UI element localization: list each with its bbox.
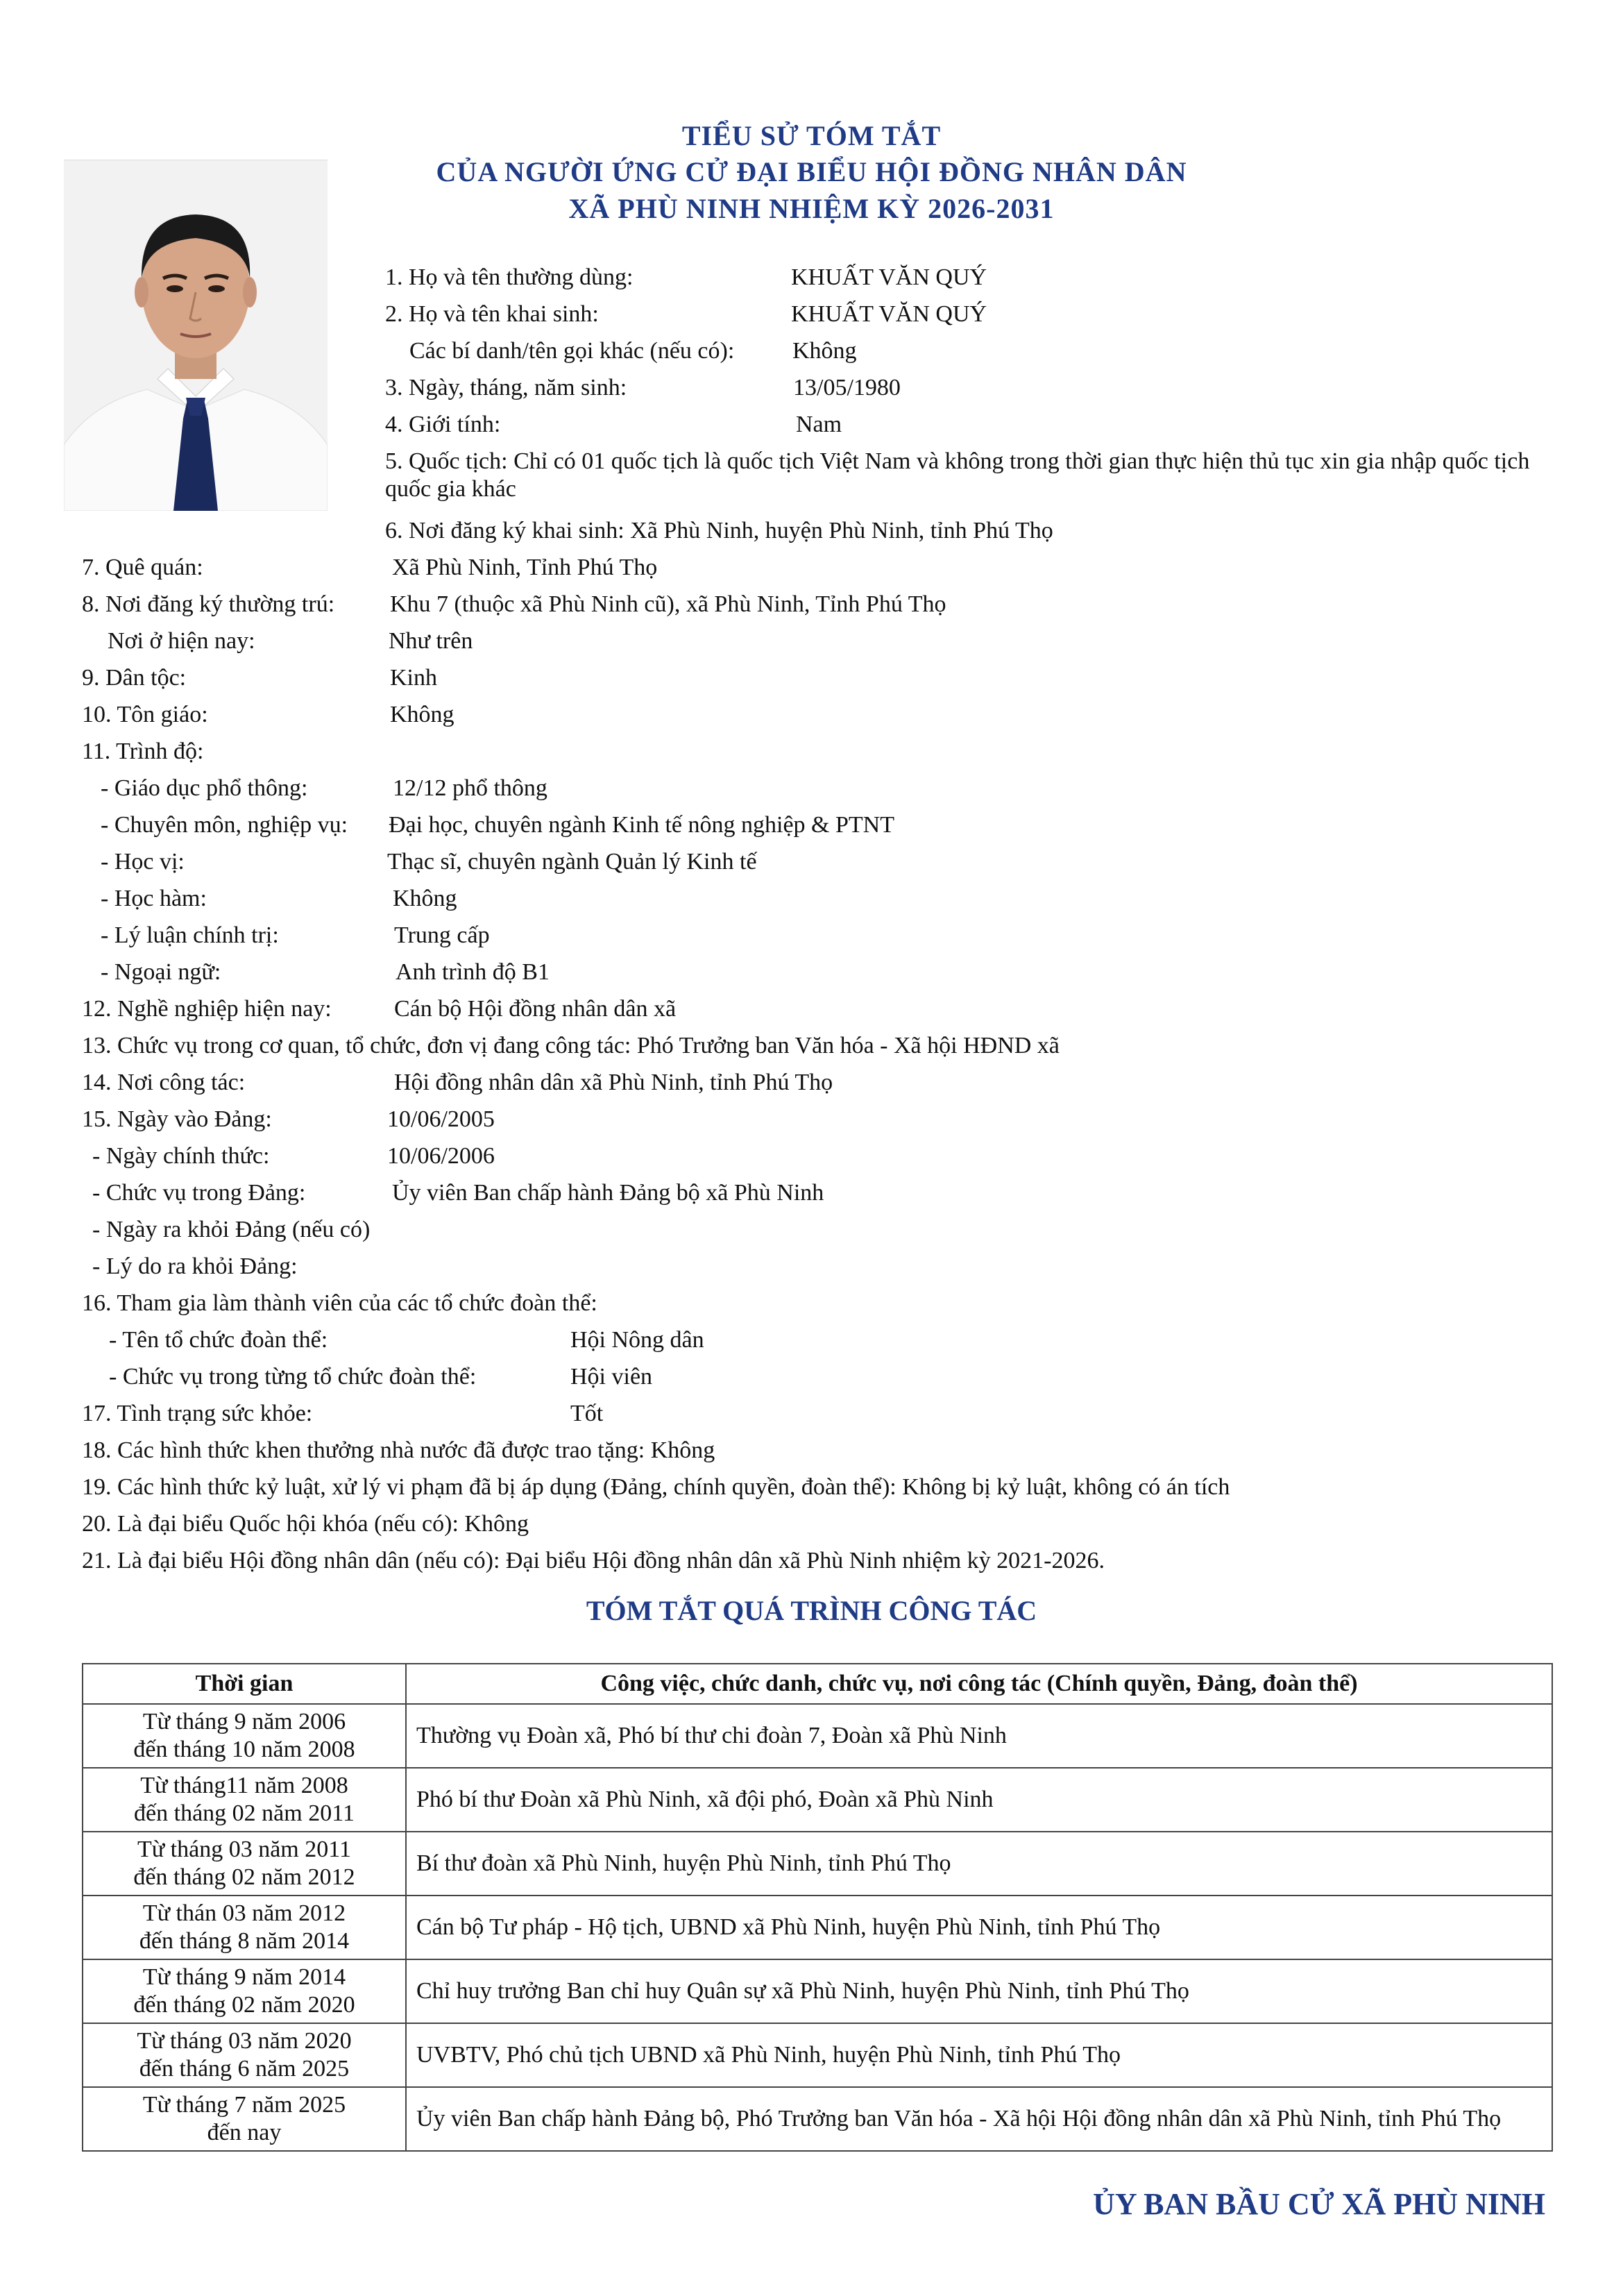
field-national-assembly: 20. Là đại biểu Quốc hội khóa (nếu có): Không bbox=[82, 1511, 529, 1537]
time-cell: Từ tháng 03 năm 2011 đến tháng 02 năm 2012 bbox=[83, 1832, 406, 1896]
field-position: 13. Chức vụ trong cơ quan, tổ chức, đơn vị đang công tác: Phó Trưởng ban Văn hóa - Xã hội HĐND xã bbox=[82, 1033, 1060, 1058]
field-education: 11. Trình độ: bbox=[82, 738, 204, 764]
time-cell: Từ tháng 9 năm 2014 đến tháng 02 năm 2020 bbox=[83, 1959, 406, 2023]
field-full-name-value: KHUẤT VĂN QUÝ bbox=[791, 264, 987, 290]
table-row bbox=[83, 2087, 1552, 2151]
time-cell: Từ tháng 7 năm 2025 đến nay bbox=[83, 2087, 406, 2151]
doc-title: TIỂU SỬ TÓM TẮT bbox=[681, 120, 942, 151]
table-header-row bbox=[83, 1664, 1552, 1704]
field-party-leave-reason: - Lý do ra khỏi Đảng: bbox=[92, 1253, 298, 1279]
time-cell: Từ tháng11 năm 2008 đến tháng 02 năm 2011 bbox=[83, 1768, 406, 1832]
time-cell: Từ tháng 03 năm 2020 đến tháng 6 năm 2025 bbox=[83, 2023, 406, 2087]
doc-term: XÃ PHÙ NINH NHIỆM KỲ 2026-2031 bbox=[568, 193, 1055, 224]
work-history-title: TÓM TẮT QUÁ TRÌNH CÔNG TÁC bbox=[586, 1595, 1037, 1626]
work-history-table bbox=[82, 1663, 1553, 2152]
candidate-photo bbox=[64, 160, 328, 511]
field-awards: 18. Các hình thức khen thưởng nhà nước đã được trao tặng: Không bbox=[82, 1437, 715, 1463]
field-birth-date-value: 13/05/1980 bbox=[793, 375, 901, 400]
field-nationality: 5. Quốc tịch: Chỉ có 01 quốc tịch là quốc tịch Việt Nam và không trong thời gian thực hiện thủ tục xin gia nhập quốc tịch quốc gia khác bbox=[385, 448, 1530, 502]
desc-cell: Cán bộ Tư pháp - Hộ tịch, UBND xã Phù Ninh, huyện Phù Ninh, tỉnh Phú Thọ bbox=[406, 1896, 1552, 1959]
table-row bbox=[83, 1768, 1552, 1832]
desc-cell: Chỉ huy trưởng Ban chỉ huy Quân sự xã Phù Ninh, huyện Phù Ninh, tỉnh Phú Thọ bbox=[406, 1959, 1552, 2023]
field-organizations: 16. Tham gia làm thành viên của các tổ chức đoàn thể: bbox=[82, 1290, 597, 1316]
table-row bbox=[83, 1959, 1552, 2023]
table-row bbox=[83, 1832, 1552, 1896]
desc-cell: Phó bí thư Đoàn xã Phù Ninh, xã đội phó, Đoàn xã Phù Ninh bbox=[406, 1768, 1552, 1832]
field-aliases-value: Không bbox=[792, 338, 857, 364]
field-council-delegate: 21. Là đại biểu Hội đồng nhân dân (nếu có): Đại biểu Hội đồng nhân dân xã Phù Ninh nhiệm kỳ 2021-2026. bbox=[82, 1548, 1105, 1573]
col-time-header: Thời gian bbox=[83, 1664, 406, 1704]
field-discipline: 19. Các hình thức kỷ luật, xử lý vi phạm đã bị áp dụng (Đảng, chính quyền, đoàn thể): Không bị kỷ luật, không có án tích bbox=[82, 1474, 1230, 1500]
field-birth-name-value: KHUẤT VĂN QUÝ bbox=[791, 301, 987, 327]
field-party-leave-date: - Ngày ra khỏi Đảng (nếu có) bbox=[92, 1217, 371, 1242]
time-cell: Từ thán 03 năm 2012 đến tháng 8 năm 2014 bbox=[83, 1896, 406, 1959]
table-row bbox=[83, 1896, 1552, 1959]
table-row bbox=[83, 1704, 1552, 1768]
col-desc-header: Công việc, chức danh, chức vụ, nơi công tác (Chính quyền, Đảng, đoàn thể) bbox=[406, 1664, 1552, 1704]
doc-subtitle: CỦA NGƯỜI ỨNG CỬ ĐẠI BIỂU HỘI ĐỒNG NHÂN DÂN bbox=[436, 156, 1187, 187]
desc-cell: Thường vụ Đoàn xã, Phó bí thư chi đoàn 7, Đoàn xã Phù Ninh bbox=[406, 1704, 1552, 1768]
desc-cell: Ủy viên Ban chấp hành Đảng bộ, Phó Trưởng ban Văn hóa - Xã hội Hội đồng nhân dân xã Phù Ninh, tỉnh Phú Thọ bbox=[406, 2087, 1552, 2151]
time-cell: Từ tháng 9 năm 2006 đến tháng 10 năm 2008 bbox=[83, 1704, 406, 1768]
election-committee-signature: ỦY BAN BẦU CỬ XÃ PHÙ NINH bbox=[1093, 2187, 1545, 2221]
desc-cell: Bí thư đoàn xã Phù Ninh, huyện Phù Ninh, tỉnh Phú Thọ bbox=[406, 1832, 1552, 1896]
portrait-image bbox=[64, 160, 328, 511]
desc-cell: UVBTV, Phó chủ tịch UBND xã Phù Ninh, huyện Phù Ninh, tỉnh Phú Thọ bbox=[406, 2023, 1552, 2087]
field-birth-registration: 6. Nơi đăng ký khai sinh: Xã Phù Ninh, huyện Phù Ninh, tỉnh Phú Thọ bbox=[385, 518, 1053, 543]
table-row bbox=[83, 2023, 1552, 2087]
field-gender-value: Nam bbox=[796, 412, 842, 437]
